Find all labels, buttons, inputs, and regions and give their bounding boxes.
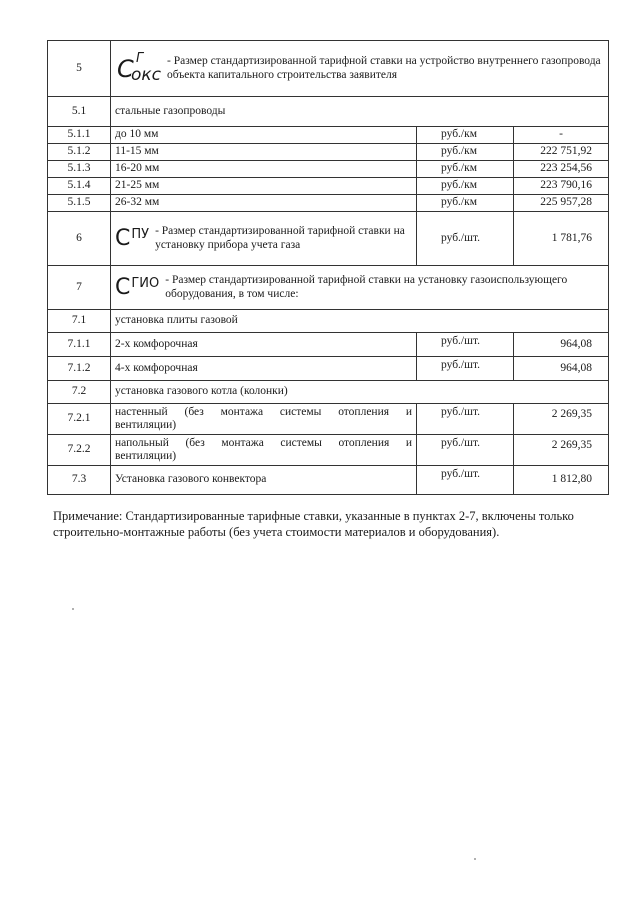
row-value: 964,08 (514, 333, 609, 357)
row-number: 7.2.1 (48, 404, 111, 435)
row-number: 5.1.1 (48, 127, 111, 144)
row-description: С ПУ - Размер стандартизированной тарифной ставки на установку прибора учета газа (111, 212, 417, 266)
row-unit: руб./км (417, 144, 514, 161)
row-unit: руб./км (417, 161, 514, 178)
row-number: 7.3 (48, 466, 111, 495)
row-description: установка газового котла (колонки) (111, 381, 609, 404)
row-value: 964,08 (514, 357, 609, 381)
row-value: 1 812,80 (514, 466, 609, 495)
table-row (48, 357, 609, 381)
row-unit: руб./шт. (417, 466, 514, 495)
footnote: Примечание: Стандартизированные тарифные ставки, указанные в пунктах 2-7, включены только строительно-монтажные работы (без учета стоимости материалов и оборудования). (53, 509, 574, 540)
scan-speck (72, 608, 74, 610)
row-number: 7 (48, 266, 111, 310)
table-row (48, 310, 609, 333)
row-value: 222 751,92 (514, 144, 609, 161)
row-description: настенный (без монтажа системы отопления и вентиляции) (111, 404, 417, 435)
row-value: 225 957,28 (514, 195, 609, 212)
tariff-table (47, 40, 609, 495)
symbol-c-gio: С ГИО (115, 274, 160, 300)
scan-speck (474, 858, 476, 860)
row-description: до 10 мм (111, 127, 417, 144)
table-row (48, 266, 609, 310)
row-number: 7.1.2 (48, 357, 111, 381)
row-number: 5.1.5 (48, 195, 111, 212)
row-unit: руб./км (417, 178, 514, 195)
row-description: 4-х комфорочная (111, 357, 417, 381)
row-unit: руб./шт. (417, 435, 514, 466)
row-value: 2 269,35 (514, 435, 609, 466)
row-number: 5.1.2 (48, 144, 111, 161)
row-value: 223 254,56 (514, 161, 609, 178)
row-unit: руб./шт. (417, 357, 514, 381)
row-number: 5.1.4 (48, 178, 111, 195)
row-number: 7.1.1 (48, 333, 111, 357)
row-description: C Г окс - Размер стандартизированной тарифной ставки на устройство внутреннего газопровода объекта капитального строительства заявителя (111, 41, 609, 97)
row-value: 223 790,16 (514, 178, 609, 195)
row-description: 26-32 мм (111, 195, 417, 212)
row-number: 7.1 (48, 310, 111, 333)
table-row (48, 161, 609, 178)
row-unit: руб./шт. (417, 404, 514, 435)
table-row (48, 333, 609, 357)
table-row (48, 178, 609, 195)
table-row (48, 127, 609, 144)
row-number: 7.2.2 (48, 435, 111, 466)
symbol-c-pu: С ПУ (115, 225, 150, 251)
row-description: Установка газового конвектора (111, 466, 417, 495)
row-unit: руб./шт. (417, 333, 514, 357)
row-description: 2-х комфорочная (111, 333, 417, 357)
row-unit: руб./шт. (417, 212, 514, 266)
row-number: 5 (48, 41, 111, 97)
row-number: 5.1 (48, 97, 111, 127)
row-number: 5.1.3 (48, 161, 111, 178)
row-description: 21-25 мм (111, 178, 417, 195)
row-description: установка плиты газовой (111, 310, 609, 333)
table-row (48, 41, 609, 97)
row-value: 2 269,35 (514, 404, 609, 435)
row-value: 1 781,76 (514, 212, 609, 266)
row-number: 7.2 (48, 381, 111, 404)
row-description: напольный (без монтажа системы отопления и вентиляции) (111, 435, 417, 466)
table-row (48, 404, 609, 435)
row-description: С ГИО - Размер стандартизированной тарифной ставки на установку газоиспользующего оборудования, в том числе: (111, 266, 609, 310)
row-value: - (514, 127, 609, 144)
row-number: 6 (48, 212, 111, 266)
row-description: 11-15 мм (111, 144, 417, 161)
table-row (48, 466, 609, 495)
row-description: стальные газопроводы (111, 97, 609, 127)
row-description: 16-20 мм (111, 161, 417, 178)
row-unit: руб./км (417, 127, 514, 144)
table-row (48, 212, 609, 266)
table-row (48, 144, 609, 161)
row-unit: руб./км (417, 195, 514, 212)
symbol-c-g-oks: C Г окс (117, 50, 162, 85)
table-row (48, 381, 609, 404)
table-row (48, 195, 609, 212)
table-row (48, 435, 609, 466)
table-row (48, 97, 609, 127)
